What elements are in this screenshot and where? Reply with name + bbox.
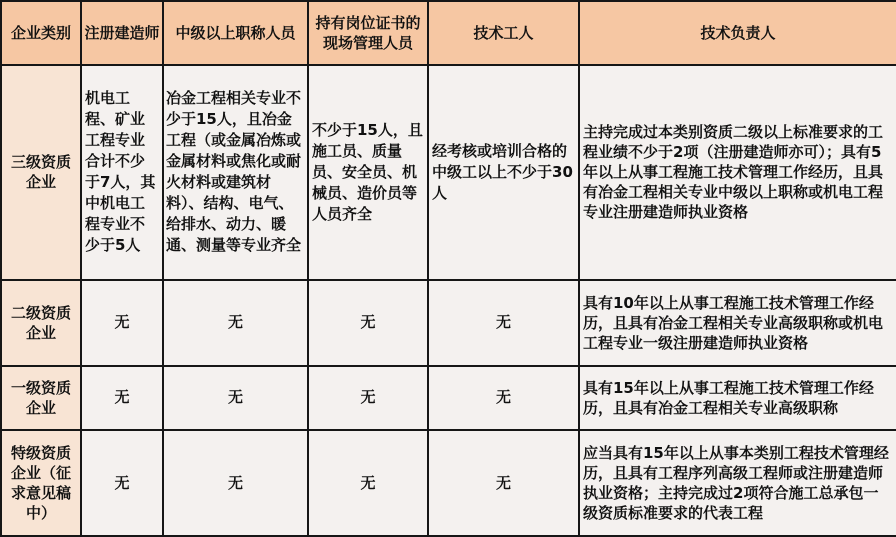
header-cell-registered-constructor: 注册建造师 [81,1,163,65]
table-cell: 无 [428,366,579,431]
table-cell: 应当具有15年以上从事本类别工程技术管理经历，且具有工程序列高级工程师或注册建造师执业资格；主持完成过2项符合施工总承包一级资质标准要求的代表工程 [579,430,896,536]
table-cell: 机电工程、矿业工程专业合计不少于7人，其中机电工程专业不少于5人 [81,65,163,280]
header-cell-technical-director: 技术负责人 [579,1,896,65]
table-cell: 无 [308,280,428,366]
table-row [1,430,896,536]
header-row [1,1,896,65]
table-cell: 不少于15人，且施工员、质量员、安全员、机械员、造价员等人员齐全 [308,65,428,280]
header-cell-site-managers: 持有岗位证书的现场管理人员 [308,1,428,65]
table-cell: 无 [163,366,308,431]
table-row [1,366,896,431]
header-cell-category: 企业类别 [1,1,81,65]
table-cell: 无 [428,430,579,536]
category-cell: 三级资质企业 [1,65,81,280]
table-cell: 主持完成过本类别资质二级以上标准要求的工程业绩不少于2项（注册建造师亦可）；具有5年以上从事工程施工技术管理工作经历，且具有冶金工程相关专业中级以上职称或机电工程专业注册建造师执业资格 [579,65,896,280]
table-cell: 冶金工程相关专业不少于15人，且冶金工程（或金属冶炼或金属材料或焦化或耐火材料或建筑材料）、结构、电气、给排水、动力、暖通、测量等专业齐全 [163,65,308,280]
table-cell: 无 [81,280,163,366]
table-cell: 无 [308,430,428,536]
table-cell: 具有10年以上从事工程施工技术管理工作经历，且具有冶金工程相关专业高级职称或机电工程专业一级注册建造师执业资格 [579,280,896,366]
category-cell: 二级资质企业 [1,280,81,366]
table-row [1,280,896,366]
table-cell: 无 [163,430,308,536]
table-cell: 无 [428,280,579,366]
header-cell-skilled-workers: 技术工人 [428,1,579,65]
category-cell: 一级资质企业 [1,366,81,431]
table-cell: 具有15年以上从事工程施工技术管理工作经历，且具有冶金工程相关专业高级职称 [579,366,896,431]
category-cell: 特级资质企业（征求意见稿中） [1,430,81,536]
table-cell: 经考核或培训合格的中级工以上不少于30人 [428,65,579,280]
table-cell: 无 [81,366,163,431]
header-cell-mid-level-title: 中级以上职称人员 [163,1,308,65]
table-cell: 无 [81,430,163,536]
table-row [1,65,896,280]
table-cell: 无 [308,366,428,431]
table-cell: 无 [163,280,308,366]
